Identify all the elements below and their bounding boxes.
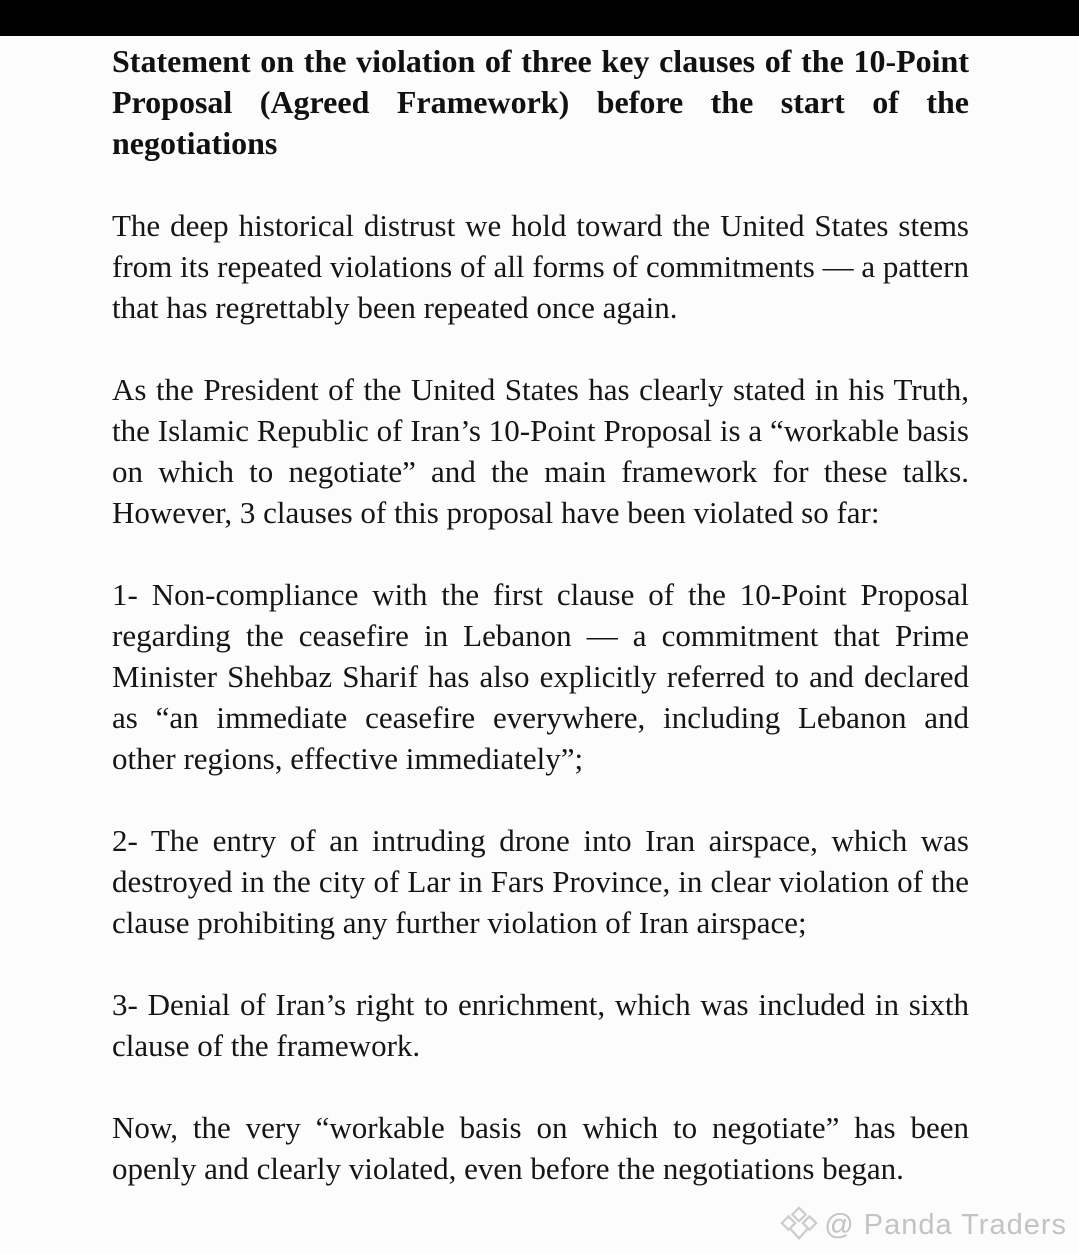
document-body xyxy=(0,36,1079,1189)
paragraph-distrust: The deep historical distrust we hold toward the United States stems from its repeated violations of all forms of commitments — a pattern that has regrettably been repeated once again. xyxy=(112,208,969,325)
paragraph-president-statement: As the President of the United States has clearly stated in his Truth, the Islamic Republic of Iran’s 10-Point Proposal is a “workable basis on which to negotiate” and the main framework for these talks. However, 3 clauses of this proposal have been violated so far: xyxy=(112,372,969,530)
top-black-bar xyxy=(0,0,1079,36)
watermark-text: @ Panda Traders xyxy=(824,1208,1067,1241)
diamond-ornament-icon xyxy=(778,1204,820,1246)
paragraph-clause-3-enrichment: 3- Denial of Iran’s right to enrichment, which was included in sixth clause of the framework. xyxy=(112,987,969,1063)
paragraph-conclusion: Now, the very “workable basis on which to negotiate” has been openly and clearly violated, even before the negotiations began. xyxy=(112,1110,969,1186)
paragraph-clause-1-ceasefire: 1- Non-compliance with the first clause of the 10-Point Proposal regarding the ceasefire in Lebanon — a commitment that Prime Minister Shehbaz Sharif has also explicitly referred to and declared as “an immediate ceasefire everywhere, including Lebanon and other regions, effective immediately”; xyxy=(112,577,969,776)
watermark xyxy=(778,1204,1067,1246)
paragraph-clause-2-drone: 2- The entry of an intruding drone into Iran airspace, which was destroyed in the city of Lar in Fars Province, in clear violation of the clause prohibiting any further violation of Iran airspace; xyxy=(112,823,969,940)
document-title: Statement on the violation of three key clauses of the 10-Point Proposal (Agreed Framework) before the start of the negotiations xyxy=(112,43,969,161)
